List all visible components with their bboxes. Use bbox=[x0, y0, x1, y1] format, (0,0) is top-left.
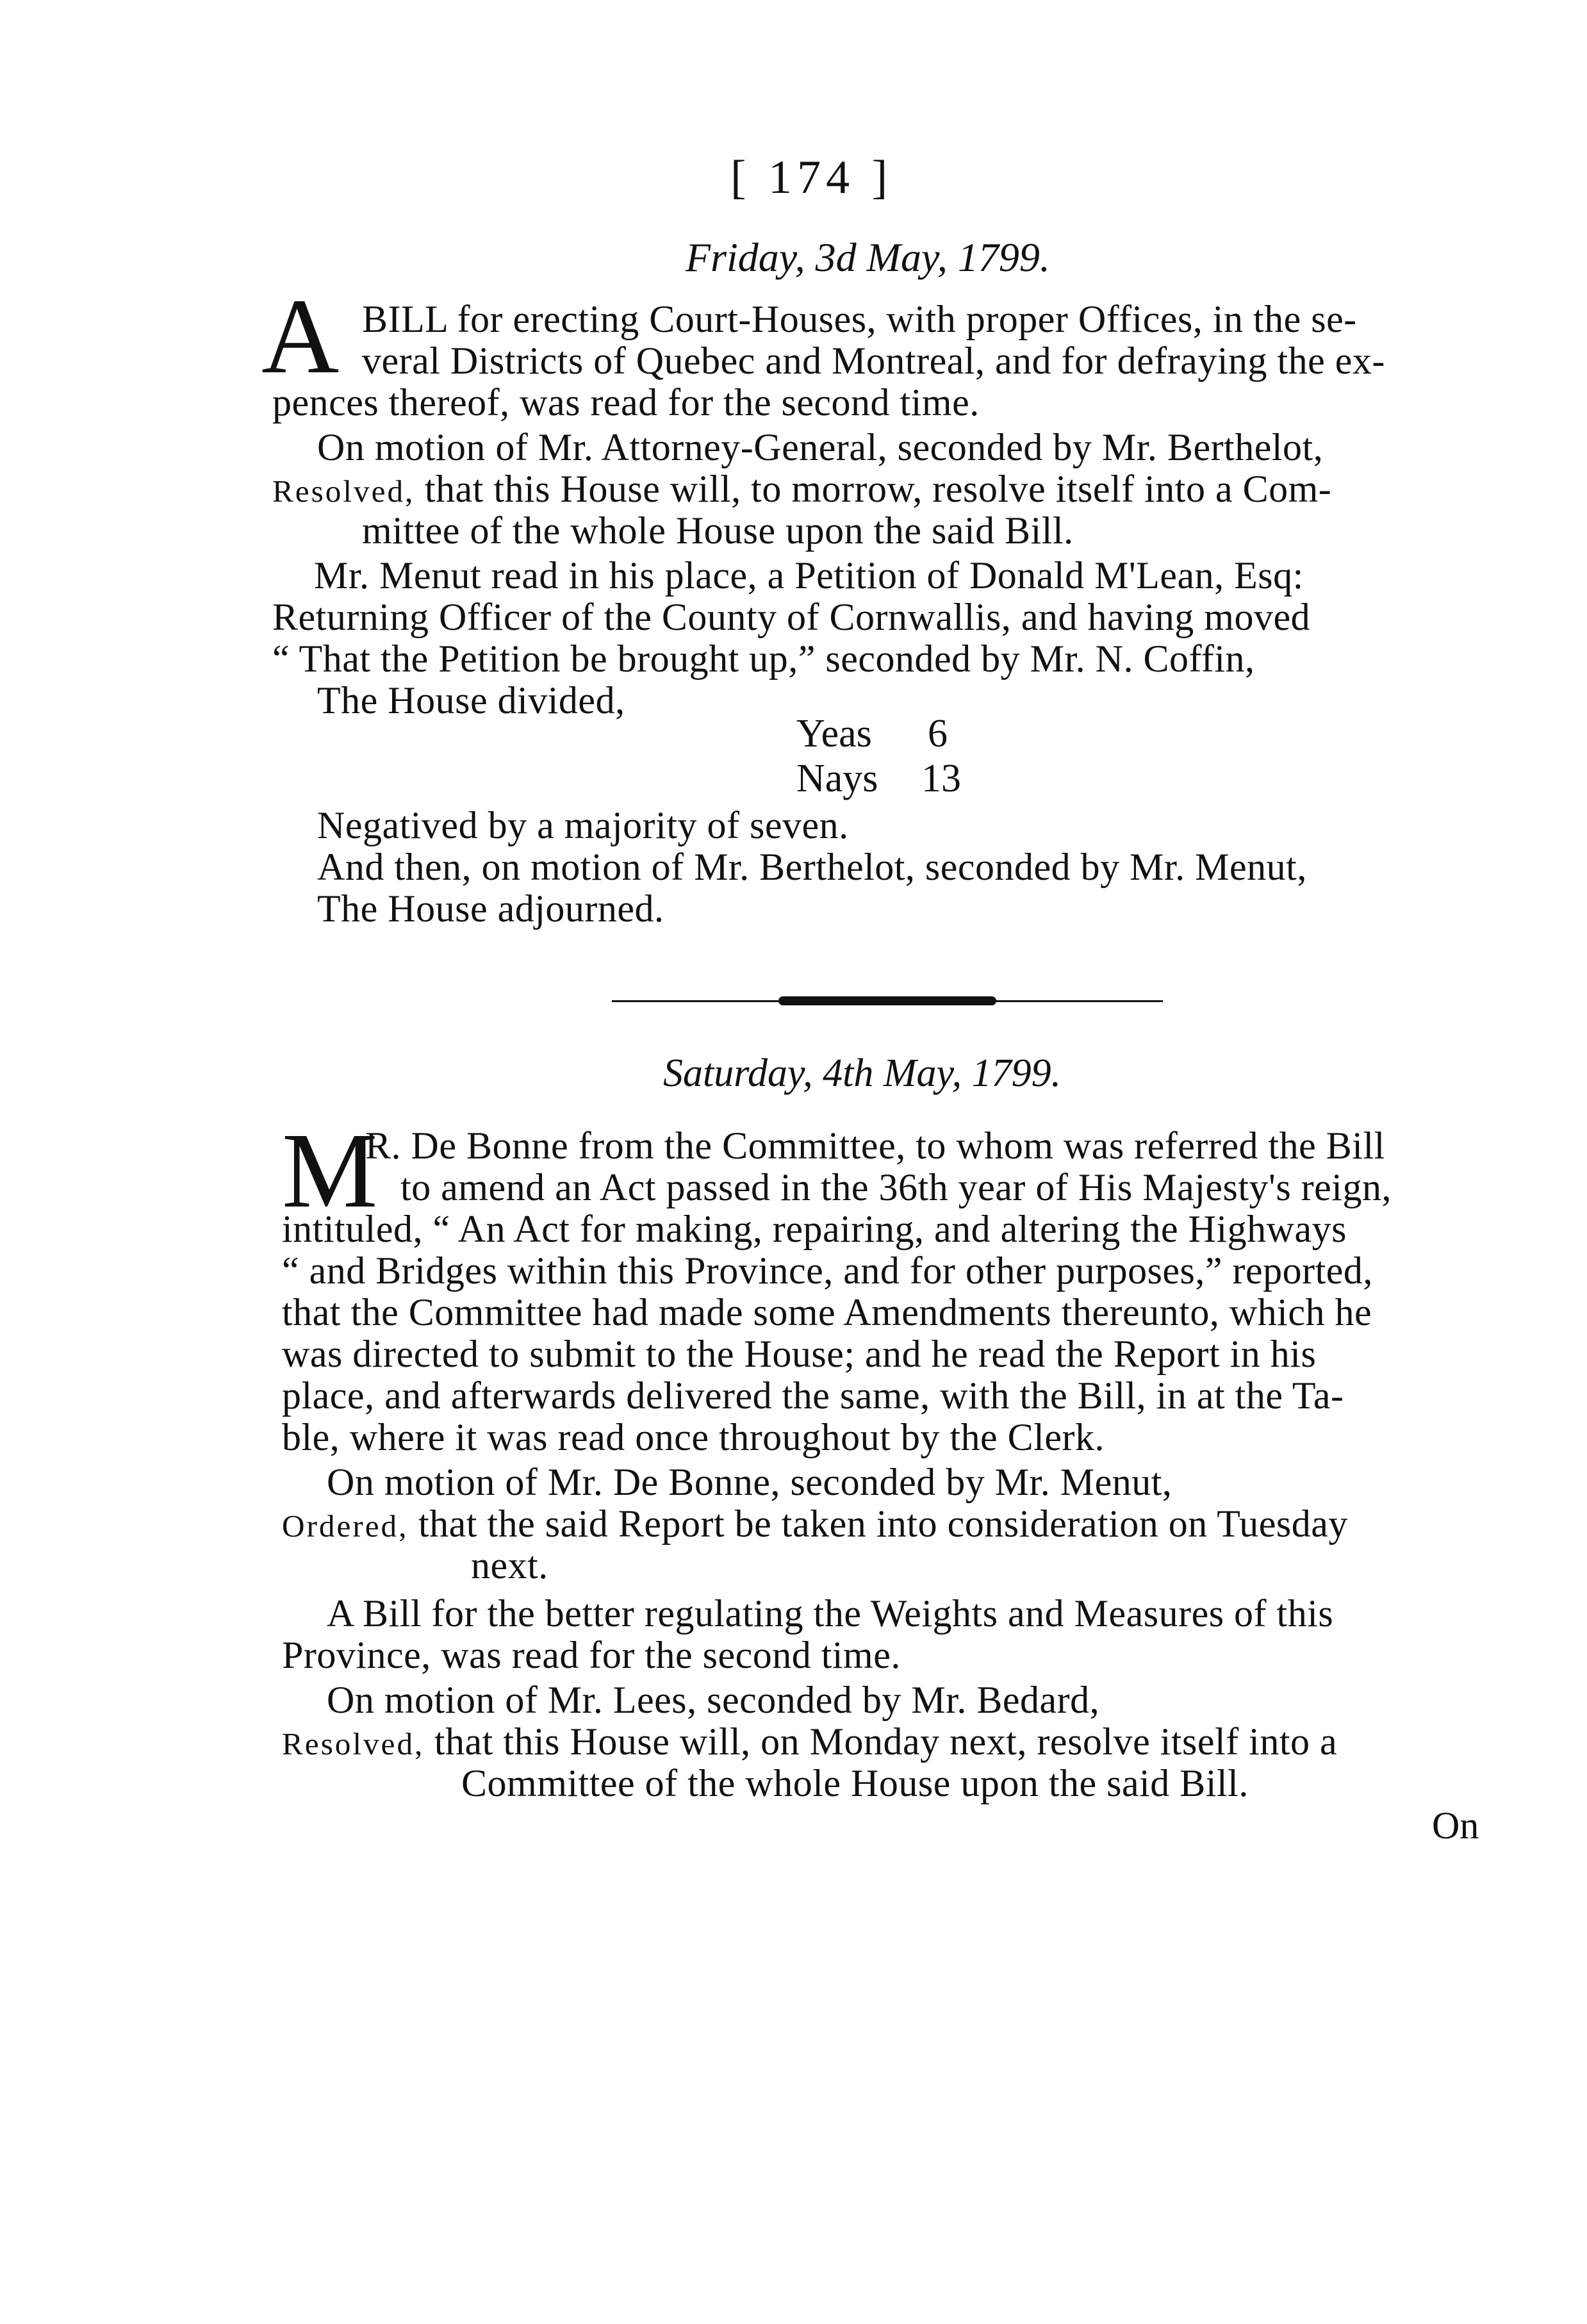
text-line: ble, where it was read once throughout by the Clerk. bbox=[282, 1416, 1105, 1458]
text-line: Ordered, that the said Report be taken into consideration on Tuesday bbox=[282, 1503, 1348, 1545]
vote-yeas-label: Yeas bbox=[796, 712, 872, 755]
text-line: Negatived by a majority of seven. bbox=[317, 804, 849, 846]
text-line: Province, was read for the second time. bbox=[282, 1634, 901, 1676]
text-line: veral Districts of Quebec and Montreal, and for defraying the ex- bbox=[362, 340, 1385, 382]
text-line: On motion of Mr. Lees, seconded by Mr. Bedard, bbox=[327, 1679, 1100, 1721]
section-divider bbox=[612, 996, 1163, 1005]
text-line: place, and afterwards delivered the same, with the Bill, in at the Ta- bbox=[282, 1374, 1344, 1417]
vote-nays-count: 13 bbox=[921, 757, 961, 800]
text-line: Mr. Menut read in his place, a Petition of Donald M'Lean, Esq: bbox=[314, 554, 1304, 597]
text-line: “ and Bridges within this Province, and for other purposes,” reported, bbox=[282, 1249, 1373, 1292]
resolved-label: Resolved, bbox=[272, 474, 415, 509]
text-line: Resolved, that this House will, on Monday next, resolve itself into a bbox=[282, 1720, 1338, 1763]
text-line: BILL for erecting Court-Houses, with proper Offices, in the se- bbox=[362, 298, 1357, 340]
text-line: Returning Officer of the County of Cornwallis, and having moved bbox=[272, 596, 1311, 638]
text-line: to amend an Act passed in the 36th year of His Majesty's reign, bbox=[400, 1166, 1392, 1208]
text-line: Committee of the whole House upon the said Bill. bbox=[461, 1762, 1249, 1804]
resolved-label: Resolved, bbox=[282, 1726, 425, 1761]
text-line: On motion of Mr. De Bonne, seconded by Mr. Menut, bbox=[327, 1461, 1172, 1503]
text-line: that the Committee had made some Amendments thereunto, which he bbox=[282, 1291, 1372, 1333]
text-line: next. bbox=[471, 1544, 548, 1586]
text-line: intituled, “ An Act for making, repairing, and altering the Highways bbox=[282, 1208, 1347, 1250]
text-line: pences thereof, was read for the second time. bbox=[272, 381, 980, 424]
text-line: mittee of the whole House upon the said Bill. bbox=[362, 509, 1074, 552]
text-line: “ That the Petition be brought up,” seconded by Mr. N. Coffin, bbox=[272, 638, 1255, 680]
text-line: was directed to submit to the House; and he read the Report in his bbox=[282, 1333, 1317, 1375]
text-line: Resolved, that this House will, to morrow, resolve itself into a Com- bbox=[272, 468, 1332, 510]
drop-cap-a: A bbox=[261, 277, 340, 396]
text-line: And then, on motion of Mr. Berthelot, seconded by Mr. Menut, bbox=[317, 846, 1307, 888]
text-line: The House adjourned. bbox=[317, 887, 664, 930]
ordered-label: Ordered, bbox=[282, 1508, 409, 1544]
date-heading-saturday: Saturday, 4th May, 1799. bbox=[663, 1051, 1062, 1095]
catchword: On bbox=[1432, 1804, 1479, 1847]
date-heading-friday: Friday, 3d May, 1799. bbox=[686, 235, 1050, 280]
drop-cap-m: M bbox=[282, 1111, 378, 1230]
text-line: A Bill for the better regulating the Weights and Measures of this bbox=[327, 1592, 1334, 1635]
page-number: [ 174 ] bbox=[730, 151, 893, 204]
text-line: The House divided, bbox=[317, 679, 625, 721]
text-line: On motion of Mr. Attorney-General, seconded by Mr. Berthelot, bbox=[317, 426, 1324, 468]
text-line: R. De Bonne from the Committee, to whom was referred the Bill bbox=[365, 1125, 1385, 1167]
vote-yeas-count: 6 bbox=[928, 712, 948, 755]
vote-nays-label: Nays bbox=[796, 757, 878, 800]
